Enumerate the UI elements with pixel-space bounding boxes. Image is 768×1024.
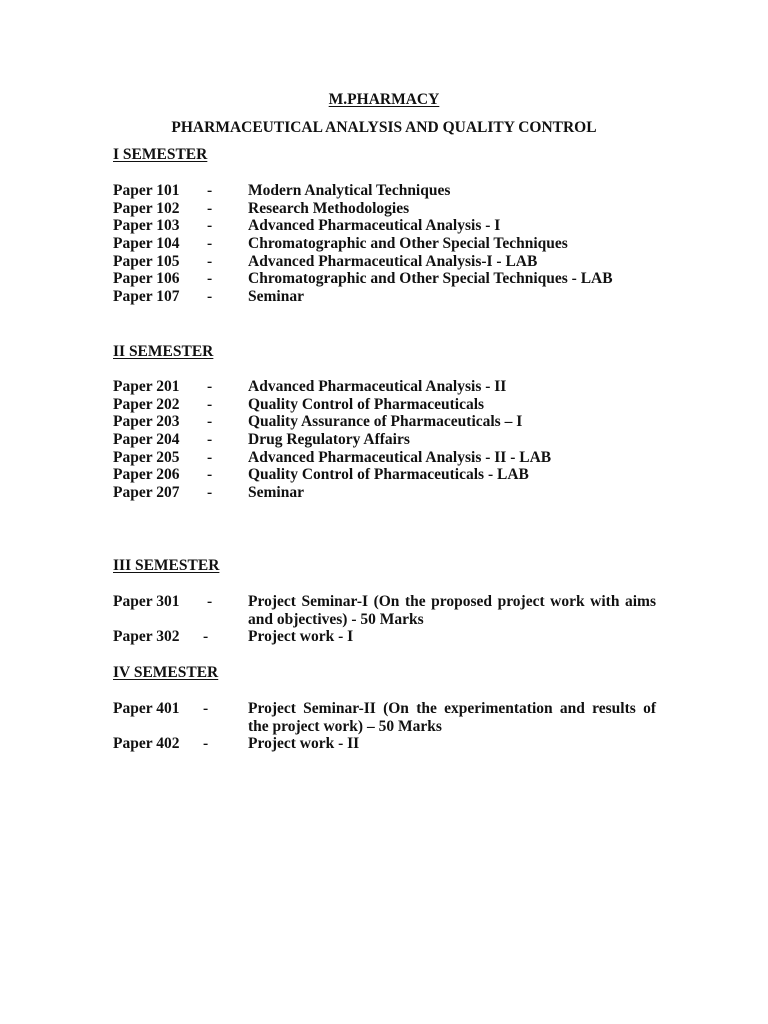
paper-separator: - [207,199,213,217]
paper-separator: - [203,735,209,753]
paper-separator: - [207,182,213,199]
paper-code: Paper 106 [113,270,180,288]
paper-code: Paper 102 [113,199,180,217]
paper-separator: - [203,700,209,717]
paper-separator: - [207,431,213,449]
paper-title: Project Seminar-I (On the proposed project work with aims and objectives) - 50 Marks [248,593,656,628]
paper-separator: - [207,378,213,395]
semester-1-heading: I SEMESTER [113,146,208,163]
paper-row [113,449,656,467]
semester-1-paper-list [113,182,656,306]
paper-title: Quality Control of Pharmaceuticals - LAB [248,466,529,484]
paper-code: Paper 204 [113,431,180,449]
paper-row [113,217,656,235]
paper-row [113,593,656,628]
paper-separator: - [207,270,213,288]
paper-row [113,270,656,288]
paper-separator: - [203,628,209,646]
paper-separator: - [207,235,213,253]
paper-title: Advanced Pharmaceutical Analysis - II - LAB [248,448,552,466]
semester-2-heading: II SEMESTER [113,343,214,360]
paper-title: Seminar [248,484,304,502]
paper-code: Paper 107 [113,288,180,306]
paper-row [113,431,656,449]
paper-title: Quality Control of Pharmaceuticals [248,395,485,413]
paper-row [113,288,656,306]
paper-row [113,182,656,200]
paper-title: Advanced Pharmaceutical Analysis - I [248,217,501,235]
paper-title: Research Methodologies [248,199,410,217]
paper-title: Quality Assurance of Pharmaceuticals – I [248,413,523,431]
paper-separator: - [207,252,213,270]
paper-code: Paper 203 [113,413,180,431]
paper-row [113,413,656,431]
paper-title: Project work - I [248,628,354,646]
paper-title: Drug Regulatory Affairs [248,431,410,449]
paper-code: Paper 205 [113,448,180,466]
paper-code: Paper 207 [113,484,180,502]
paper-title: Seminar [248,288,304,306]
paper-code: Paper 206 [113,466,180,484]
paper-row [113,628,656,646]
paper-separator: - [207,466,213,484]
paper-row [113,200,656,218]
paper-row [113,735,656,753]
paper-title: Chromatographic and Other Special Techniques - LAB [248,270,613,288]
paper-separator: - [207,413,213,431]
paper-title: Advanced Pharmaceutical Analysis-I - LAB [248,252,538,270]
paper-code: Paper 202 [113,395,180,413]
paper-code: Paper 103 [113,217,180,235]
paper-code: Paper 104 [113,235,180,253]
paper-title: Chromatographic and Other Special Techniques [248,235,568,253]
paper-title: Modern Analytical Techniques [248,182,451,199]
paper-separator: - [207,484,213,502]
document-title: M.PHARMACY [328,91,440,108]
paper-code: Paper 201 [113,378,180,395]
paper-row [113,396,656,414]
paper-separator: - [207,288,213,306]
paper-row [113,235,656,253]
semester-4-heading: IV SEMESTER [113,664,219,681]
paper-title: Project work - II [248,735,360,753]
paper-code: Paper 302 [113,628,180,646]
semester-4-paper-list [113,700,656,753]
paper-separator: - [207,395,213,413]
paper-code: Paper 301 [113,593,180,610]
paper-code: Paper 402 [113,735,180,753]
semester-3-paper-list [113,593,656,646]
paper-title: Project Seminar-II (On the experimentation and results of the project work) – 50 Marks [248,700,656,735]
paper-row [113,378,656,396]
paper-separator: - [207,593,213,610]
paper-separator: - [207,217,213,235]
paper-row [113,253,656,271]
document-subtitle: PHARMACEUTICAL ANALYSIS AND QUALITY CONTROL [171,119,597,136]
paper-separator: - [207,448,213,466]
paper-code: Paper 401 [113,700,180,717]
paper-code: Paper 105 [113,252,180,270]
semester-2-paper-list [113,378,656,502]
paper-row [113,484,656,502]
paper-row [113,466,656,484]
paper-row [113,700,656,735]
paper-code: Paper 101 [113,182,180,199]
paper-title: Advanced Pharmaceutical Analysis - II [248,378,507,395]
semester-3-heading: III SEMESTER [113,557,220,574]
